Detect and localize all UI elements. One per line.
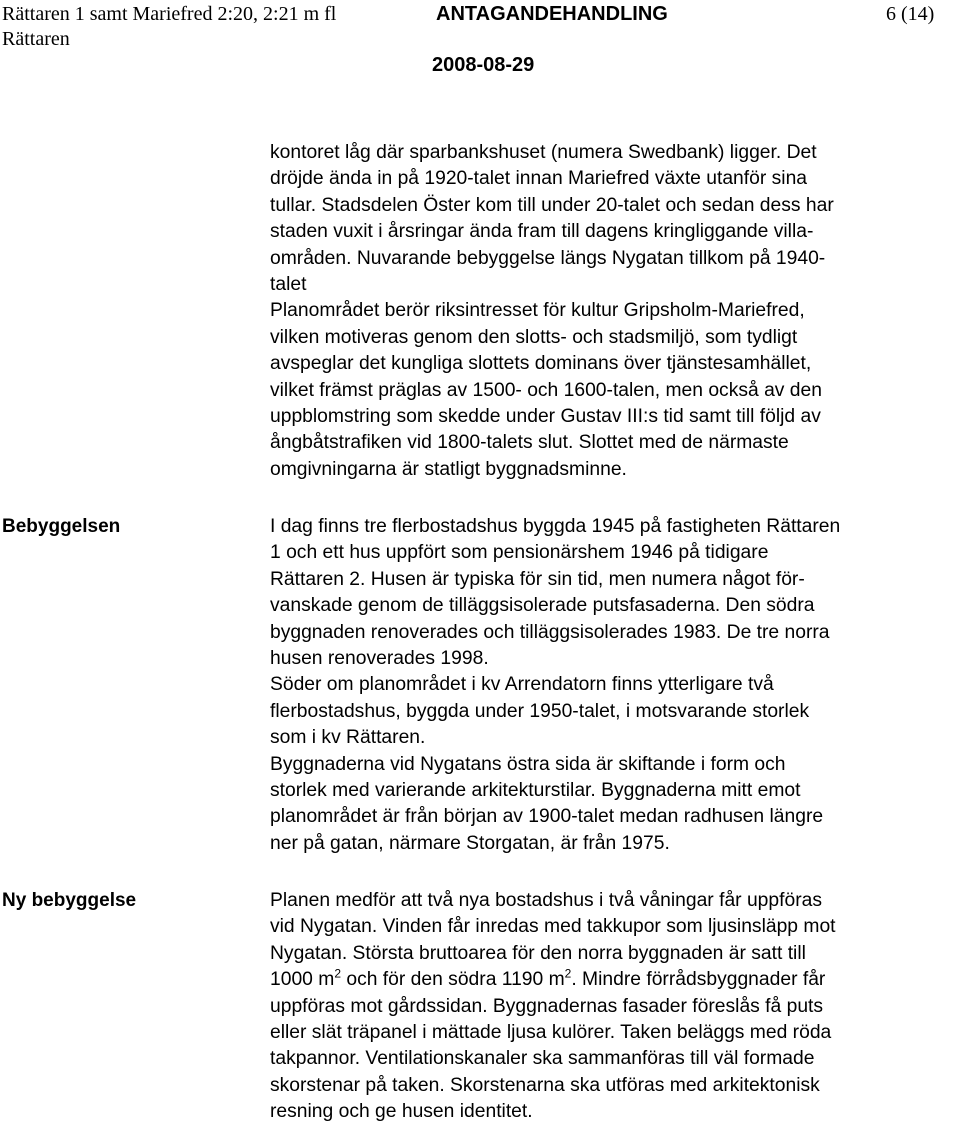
area-north-value: 1000 m xyxy=(270,969,335,991)
text-line: storlek med varierande arkitekturstilar. Byggnaderna mitt emot xyxy=(270,780,801,802)
text-fragment: . Mindre förrådsbyggnader får xyxy=(571,969,826,991)
text-line: talet xyxy=(270,274,307,296)
text-line: eller slät träpanel i mättade ljusa kulörer. Taken beläggs med röda xyxy=(270,1022,832,1044)
superscript-squared: 2 xyxy=(564,966,572,981)
text-line: Nygatan. Största bruttoarea för den norra byggnaden är satt till xyxy=(270,942,806,964)
text-line: byggnaden renoverades och tilläggsisolerades 1983. De tre norra xyxy=(270,621,830,643)
document-reference xyxy=(2,2,336,52)
text-line: vanskade genom de tilläggsisolerade putsfasaderna. Den södra xyxy=(270,595,815,617)
text-line: dröjde ända in på 1920-talet innan Mariefred växte utanför sina xyxy=(270,168,808,190)
text-line: Byggnaderna vid Nygatans östra sida är skiftande i form och xyxy=(270,753,786,775)
bebyggelsen-paragraph xyxy=(270,514,958,857)
text-line: vilken motiveras genom den slotts- och stadsmiljö, som tydligt xyxy=(270,326,798,348)
document-date: 2008-08-29 xyxy=(432,54,535,76)
text-line: staden vuxit i årsringar ända fram till dagens kringliggande villa- xyxy=(270,221,814,243)
text-line: husen renoverades 1998. xyxy=(270,648,489,670)
text-line: ner på gatan, närmare Storgatan, är från 1975. xyxy=(270,832,670,854)
text-line: 1 och ett hus uppfört som pensionärshem 1946 på tidigare xyxy=(270,542,769,564)
text-line: avspeglar det kungliga slottets dominans över tjänstesamhället, xyxy=(270,353,812,375)
page-number: 6 (14) xyxy=(886,3,935,25)
text-line: som i kv Rättaren. xyxy=(270,727,426,749)
text-line: Planen medför att två nya bostadshus i två våningar får uppföras xyxy=(270,890,822,911)
text-line: vid Nygatan. Vinden får inredas med takkupor som ljusinsläpp mot xyxy=(270,916,836,938)
text-line: uppblomstring som skedde under Gustav III:s tid samt till följd av xyxy=(270,406,821,428)
text-line: kontoret låg där sparbankshuset (numera Swedbank) ligger. Det xyxy=(270,142,817,163)
text-line: flerbostadshus, byggda under 1950-talet, i motsvarande storlek xyxy=(270,700,810,722)
text-line: tullar. Stadsdelen Öster kom till under 20-talet och sedan dess har xyxy=(270,194,834,216)
text-line xyxy=(270,967,958,993)
intro-paragraph xyxy=(270,140,958,483)
property-name: Rättaren xyxy=(2,28,70,50)
document-title: ANTAGANDEHANDLING xyxy=(436,3,668,25)
text-line: ångbåtstrafiken vid 1800-talets slut. Slottet med de närmaste xyxy=(270,432,789,454)
property-designation: Rättaren 1 samt Mariefred 2:20, 2:21 m fl xyxy=(2,3,337,25)
text-line: planområdet är från början av 1900-talet medan radhusen längre xyxy=(270,806,824,828)
text-line: resning och ge husen identitet. xyxy=(270,1101,533,1123)
text-line: områden. Nuvarande bebyggelse längs Nygatan tillkom på 1940- xyxy=(270,247,826,269)
text-line: uppföras mot gårdssidan. Byggnadernas fasader föreslås få puts xyxy=(270,995,824,1017)
text-line: skorstenar på taken. Skorstenarna ska utföras med arkitektonisk xyxy=(270,1074,820,1096)
ny-bebyggelse-paragraph xyxy=(270,888,958,1126)
text-line: vilket främst präglas av 1500- och 1600-talen, men också av den xyxy=(270,379,822,401)
text-line: Rättaren 2. Husen är typiska för sin tid, men numera något för- xyxy=(270,568,805,590)
superscript-squared: 2 xyxy=(334,966,341,981)
area-south-text: och för den södra 1190 m xyxy=(341,969,565,991)
section-heading-ny-bebyggelse: Ny bebyggelse xyxy=(2,890,137,911)
text-line: omgivningarna är statligt byggnadsminne. xyxy=(270,458,627,480)
text-line: Söder om planområdet i kv Arrendatorn finns ytterligare två xyxy=(270,674,774,696)
text-line: I dag finns tre flerbostadshus byggda 1945 på fastigheten Rättaren xyxy=(270,516,841,537)
text-line: takpannor. Ventilationskanaler ska sammanföras till väl formade xyxy=(270,1048,815,1070)
text-line: Planområdet berör riksintresset för kultur Gripsholm-Mariefred, xyxy=(270,300,805,322)
section-heading-bebyggelsen: Bebyggelsen xyxy=(2,516,121,537)
